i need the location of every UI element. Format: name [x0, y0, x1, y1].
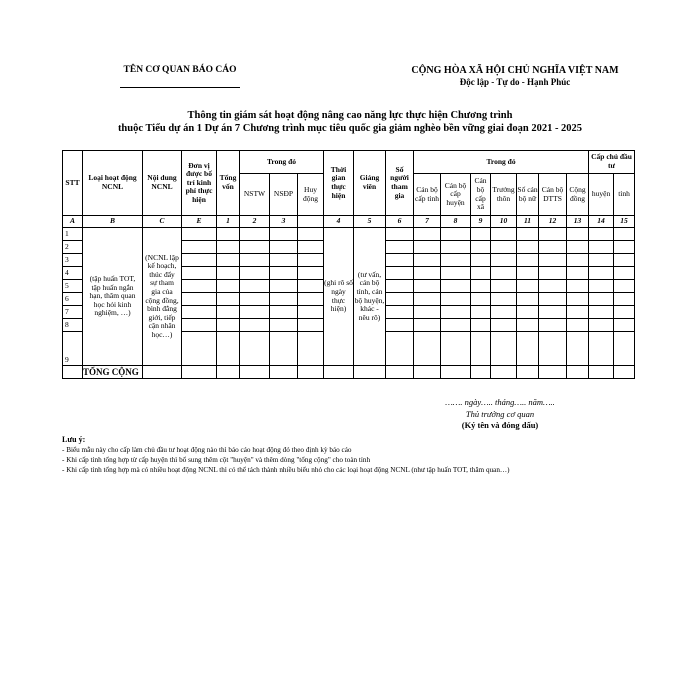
- header-duration: Thời gian thực hiện: [324, 151, 354, 216]
- data-cell[interactable]: [491, 228, 517, 241]
- data-cell[interactable]: [298, 280, 324, 293]
- total-cell[interactable]: [217, 366, 240, 379]
- header-nsdp: NSĐP: [270, 174, 298, 216]
- header-content: Nội dung NCNL: [143, 151, 182, 216]
- table-body: [63, 228, 635, 366]
- row-number: 6: [63, 293, 83, 306]
- data-cell[interactable]: [240, 280, 270, 293]
- data-cell[interactable]: [414, 306, 441, 319]
- duration-note: (ghi rõ số ngày thực hiện): [324, 228, 354, 366]
- data-cell[interactable]: [441, 332, 471, 366]
- data-cell[interactable]: [614, 267, 635, 280]
- data-cell[interactable]: [298, 254, 324, 267]
- data-cell[interactable]: [386, 319, 414, 332]
- data-cell[interactable]: [217, 293, 240, 306]
- code-cell: B: [83, 216, 143, 228]
- data-cell[interactable]: [240, 241, 270, 254]
- data-cell[interactable]: [270, 293, 298, 306]
- data-cell[interactable]: [567, 254, 589, 267]
- data-cell[interactable]: [589, 241, 614, 254]
- data-cell[interactable]: [517, 319, 539, 332]
- data-cell[interactable]: [441, 267, 471, 280]
- data-cell[interactable]: [386, 228, 414, 241]
- data-cell[interactable]: [589, 293, 614, 306]
- data-cell[interactable]: [517, 267, 539, 280]
- data-cell[interactable]: [217, 241, 240, 254]
- header-community: Cộng đồng: [567, 174, 589, 216]
- agency-underline: [120, 87, 240, 88]
- data-cell[interactable]: [217, 319, 240, 332]
- data-cell[interactable]: [441, 293, 471, 306]
- data-cell[interactable]: [539, 319, 567, 332]
- data-cell[interactable]: [567, 280, 589, 293]
- notes-title: Lưu ý:: [62, 435, 86, 444]
- header-unit: Đơn vị được bố trí kinh phí thực hiện: [182, 151, 217, 216]
- row-number: 8: [63, 319, 83, 332]
- data-cell[interactable]: [270, 254, 298, 267]
- data-cell[interactable]: [567, 267, 589, 280]
- data-cell[interactable]: [614, 280, 635, 293]
- header-village-head: Trưởng thôn: [491, 174, 517, 216]
- header-mobilized: Huy động: [298, 174, 324, 216]
- data-cell[interactable]: [386, 306, 414, 319]
- row-number: 9: [63, 332, 83, 366]
- data-cell[interactable]: [441, 241, 471, 254]
- header-of-which: Trong đó: [240, 151, 324, 174]
- data-cell[interactable]: [270, 332, 298, 366]
- data-cell[interactable]: [298, 306, 324, 319]
- data-cell[interactable]: [441, 228, 471, 241]
- data-cell[interactable]: [270, 306, 298, 319]
- data-cell[interactable]: [217, 332, 240, 366]
- data-cell[interactable]: [414, 332, 441, 366]
- row-number: 2: [63, 241, 83, 254]
- header-total-capital: Tổng vốn: [217, 151, 240, 216]
- data-cell[interactable]: [414, 280, 441, 293]
- note-item: - Khi cấp tỉnh tổng hợp mà có nhiều hoạt động NCNL thì có thể tách thành nhiều biểu nhỏ cho các loại hoạt động NCNL (như tập huấn TOT, thăm quan…): [62, 466, 510, 474]
- table-row: [63, 228, 635, 241]
- data-cell[interactable]: [298, 267, 324, 280]
- row-number: 1: [63, 228, 83, 241]
- row-number: 7: [63, 306, 83, 319]
- notes-section: [62, 435, 642, 475]
- data-cell[interactable]: [589, 319, 614, 332]
- data-cell[interactable]: [240, 267, 270, 280]
- code-cell: 8: [441, 216, 471, 228]
- data-cell[interactable]: [182, 241, 217, 254]
- data-cell[interactable]: [491, 280, 517, 293]
- document-title: [60, 109, 640, 135]
- title-line-2: thuộc Tiểu dự án 1 Dự án 7 Chương trình mục tiêu quốc gia giảm nghèo bền vững giai đoạn 2021 - 2025: [117, 123, 583, 134]
- data-cell[interactable]: [270, 241, 298, 254]
- header-province: tỉnh: [614, 174, 635, 216]
- code-cell: 11: [517, 216, 539, 228]
- total-cell[interactable]: [240, 366, 270, 379]
- data-cell[interactable]: [471, 306, 491, 319]
- total-cell[interactable]: [270, 366, 298, 379]
- code-cell: 14: [589, 216, 614, 228]
- data-cell[interactable]: [471, 228, 491, 241]
- data-cell[interactable]: [182, 306, 217, 319]
- data-cell[interactable]: [471, 254, 491, 267]
- data-cell[interactable]: [414, 293, 441, 306]
- data-cell[interactable]: [298, 319, 324, 332]
- data-cell[interactable]: [441, 319, 471, 332]
- code-cell: 9: [471, 216, 491, 228]
- total-cell[interactable]: [567, 366, 589, 379]
- data-cell[interactable]: [240, 332, 270, 366]
- data-cell[interactable]: [386, 267, 414, 280]
- data-cell[interactable]: [386, 293, 414, 306]
- data-cell[interactable]: [182, 280, 217, 293]
- data-cell[interactable]: [471, 332, 491, 366]
- data-cell[interactable]: [414, 319, 441, 332]
- data-cell[interactable]: [441, 254, 471, 267]
- data-cell[interactable]: [298, 332, 324, 366]
- code-cell: 10: [491, 216, 517, 228]
- data-cell[interactable]: [589, 267, 614, 280]
- data-cell[interactable]: [614, 332, 635, 366]
- total-cell[interactable]: [517, 366, 539, 379]
- data-cell[interactable]: [567, 228, 589, 241]
- data-cell[interactable]: [240, 319, 270, 332]
- data-cell[interactable]: [270, 319, 298, 332]
- data-cell[interactable]: [517, 280, 539, 293]
- data-cell[interactable]: [614, 228, 635, 241]
- header-ethnic-officials: Cán bộ DTTS: [539, 174, 567, 216]
- total-cell[interactable]: [441, 366, 471, 379]
- data-cell[interactable]: [240, 254, 270, 267]
- code-cell: 15: [614, 216, 635, 228]
- content-note: (NCNL lập kế hoạch, thúc đẩy sự tham gia của cộng đồng, bình đẳng giới, tiếp cận nhân học…): [143, 228, 182, 366]
- data-cell[interactable]: [491, 319, 517, 332]
- data-cell[interactable]: [567, 241, 589, 254]
- total-cell[interactable]: [354, 366, 386, 379]
- header-district-officials: Cán bộ cấp huyện: [441, 174, 471, 216]
- header-commune-officials: Cán bộ cấp xã: [471, 174, 491, 216]
- code-cell: 4: [324, 216, 354, 228]
- data-cell[interactable]: [539, 332, 567, 366]
- data-cell[interactable]: [471, 293, 491, 306]
- data-cell[interactable]: [471, 319, 491, 332]
- code-row: [63, 216, 635, 228]
- data-cell[interactable]: [614, 306, 635, 319]
- data-cell[interactable]: [539, 267, 567, 280]
- data-cell[interactable]: [539, 254, 567, 267]
- data-cell[interactable]: [517, 254, 539, 267]
- data-cell[interactable]: [298, 241, 324, 254]
- data-cell[interactable]: [517, 306, 539, 319]
- data-cell[interactable]: [589, 306, 614, 319]
- code-cell: 6: [386, 216, 414, 228]
- total-cell[interactable]: [614, 366, 635, 379]
- data-cell[interactable]: [182, 228, 217, 241]
- data-cell[interactable]: [217, 228, 240, 241]
- code-cell: 12: [539, 216, 567, 228]
- data-cell[interactable]: [589, 254, 614, 267]
- header-female-officials: Số cán bộ nữ: [517, 174, 539, 216]
- data-cell[interactable]: [491, 241, 517, 254]
- header-lecturer: Giảng viên: [354, 151, 386, 216]
- monitoring-table: [62, 150, 635, 379]
- code-cell: 13: [567, 216, 589, 228]
- total-cell[interactable]: [182, 366, 217, 379]
- data-cell[interactable]: [491, 267, 517, 280]
- data-cell[interactable]: [270, 228, 298, 241]
- header-activity-type: Loại hoạt động NCNL: [83, 151, 143, 216]
- data-cell[interactable]: [539, 306, 567, 319]
- total-cell[interactable]: [491, 366, 517, 379]
- total-row: [63, 366, 635, 379]
- total-cell[interactable]: [539, 366, 567, 379]
- total-cell[interactable]: [298, 366, 324, 379]
- data-cell[interactable]: [491, 332, 517, 366]
- data-cell[interactable]: [217, 254, 240, 267]
- data-cell[interactable]: [589, 280, 614, 293]
- signature-block: [420, 397, 580, 432]
- lecturer-note: (tư vấn, cán bộ tỉnh, cán bộ huyện, khác - nêu rõ): [354, 228, 386, 366]
- data-cell[interactable]: [441, 280, 471, 293]
- data-cell[interactable]: [217, 267, 240, 280]
- data-cell[interactable]: [614, 293, 635, 306]
- data-cell[interactable]: [471, 267, 491, 280]
- data-cell[interactable]: [217, 306, 240, 319]
- header-nstw: NSTW: [240, 174, 270, 216]
- data-cell[interactable]: [567, 332, 589, 366]
- data-cell[interactable]: [414, 254, 441, 267]
- signature-instruction: (Ký tên và đóng dấu): [461, 420, 539, 430]
- data-cell[interactable]: [614, 319, 635, 332]
- data-cell[interactable]: [589, 332, 614, 366]
- signature-date: ……. ngày….. tháng….. năm…..: [445, 397, 555, 407]
- header-investor-level: Cấp chủ đầu tư: [589, 151, 635, 174]
- code-cell: C: [143, 216, 182, 228]
- data-cell[interactable]: [182, 332, 217, 366]
- code-cell: 1: [217, 216, 240, 228]
- header-of-which-2: Trong đó: [414, 151, 589, 174]
- national-header: [395, 65, 635, 87]
- total-cell[interactable]: [386, 366, 414, 379]
- agency-name: TÊN CƠ QUAN BÁO CÁO: [123, 65, 237, 75]
- agency-header: [95, 65, 265, 88]
- data-cell[interactable]: [182, 267, 217, 280]
- data-cell[interactable]: [539, 241, 567, 254]
- total-cell[interactable]: [143, 366, 182, 379]
- code-cell: 7: [414, 216, 441, 228]
- data-cell[interactable]: [386, 332, 414, 366]
- data-cell[interactable]: [517, 228, 539, 241]
- data-cell[interactable]: [240, 228, 270, 241]
- data-cell[interactable]: [589, 228, 614, 241]
- data-cell[interactable]: [491, 254, 517, 267]
- row-number: 4: [63, 267, 83, 280]
- data-cell[interactable]: [471, 280, 491, 293]
- country-name: CỘNG HÒA XÃ HỘI CHỦ NGHĨA VIỆT NAM: [411, 65, 619, 76]
- data-cell[interactable]: [517, 293, 539, 306]
- data-cell[interactable]: [491, 293, 517, 306]
- header-stt: STT: [63, 151, 83, 216]
- code-cell: E: [182, 216, 217, 228]
- code-cell: 5: [354, 216, 386, 228]
- data-cell[interactable]: [614, 254, 635, 267]
- total-cell[interactable]: [471, 366, 491, 379]
- data-cell[interactable]: [182, 293, 217, 306]
- activity-note: (tập huấn TOT, tập huấn ngắn hạn, thăm quan học hỏi kinh nghiệm, …): [83, 228, 143, 366]
- data-cell[interactable]: [567, 319, 589, 332]
- total-blank-cell: [63, 366, 83, 379]
- data-cell[interactable]: [298, 293, 324, 306]
- data-cell[interactable]: [471, 241, 491, 254]
- data-cell[interactable]: [414, 241, 441, 254]
- code-cell: A: [63, 216, 83, 228]
- data-cell[interactable]: [414, 267, 441, 280]
- note-item: - Khi cấp tỉnh tổng hợp từ cấp huyện thì bổ sung thêm cột "huyện" và thêm dòng "tổng cộng" cho toàn tỉnh: [62, 456, 371, 464]
- national-motto: Độc lập - Tự do - Hạnh Phúc: [459, 77, 571, 87]
- data-cell[interactable]: [270, 280, 298, 293]
- code-cell: 2: [240, 216, 270, 228]
- total-label: TỔNG CỘNG: [83, 366, 143, 379]
- data-cell[interactable]: [386, 254, 414, 267]
- data-cell[interactable]: [386, 241, 414, 254]
- data-cell[interactable]: [539, 228, 567, 241]
- data-cell[interactable]: [182, 319, 217, 332]
- data-cell[interactable]: [539, 280, 567, 293]
- data-cell[interactable]: [414, 228, 441, 241]
- code-cell: [298, 216, 324, 228]
- data-cell[interactable]: [240, 293, 270, 306]
- data-cell[interactable]: [386, 280, 414, 293]
- data-cell[interactable]: [441, 306, 471, 319]
- data-cell[interactable]: [517, 332, 539, 366]
- note-item: - Biểu mẫu này cho cấp làm chủ đầu tư hoạt động nào thì báo cáo hoạt động đó theo định kỳ báo cáo: [62, 446, 352, 454]
- row-number: 5: [63, 280, 83, 293]
- signature-title: Thủ trưởng cơ quan: [465, 408, 535, 419]
- data-cell[interactable]: [614, 241, 635, 254]
- data-cell[interactable]: [298, 228, 324, 241]
- data-cell[interactable]: [240, 306, 270, 319]
- header-participants: Số người tham gia: [386, 151, 414, 216]
- data-cell[interactable]: [491, 306, 517, 319]
- data-cell[interactable]: [270, 267, 298, 280]
- data-cell[interactable]: [567, 293, 589, 306]
- data-cell[interactable]: [539, 293, 567, 306]
- title-line-1: Thông tin giám sát hoạt động nâng cao năng lực thực hiện Chương trình: [187, 110, 513, 121]
- total-cell[interactable]: [414, 366, 441, 379]
- data-cell[interactable]: [217, 280, 240, 293]
- code-cell: 3: [270, 216, 298, 228]
- data-cell[interactable]: [567, 306, 589, 319]
- row-number: 3: [63, 254, 83, 267]
- total-cell[interactable]: [324, 366, 354, 379]
- header-provincial-officials: Cán bộ cấp tỉnh: [414, 174, 441, 216]
- header-district: huyện: [589, 174, 614, 216]
- data-cell[interactable]: [517, 241, 539, 254]
- data-cell[interactable]: [182, 254, 217, 267]
- total-cell[interactable]: [589, 366, 614, 379]
